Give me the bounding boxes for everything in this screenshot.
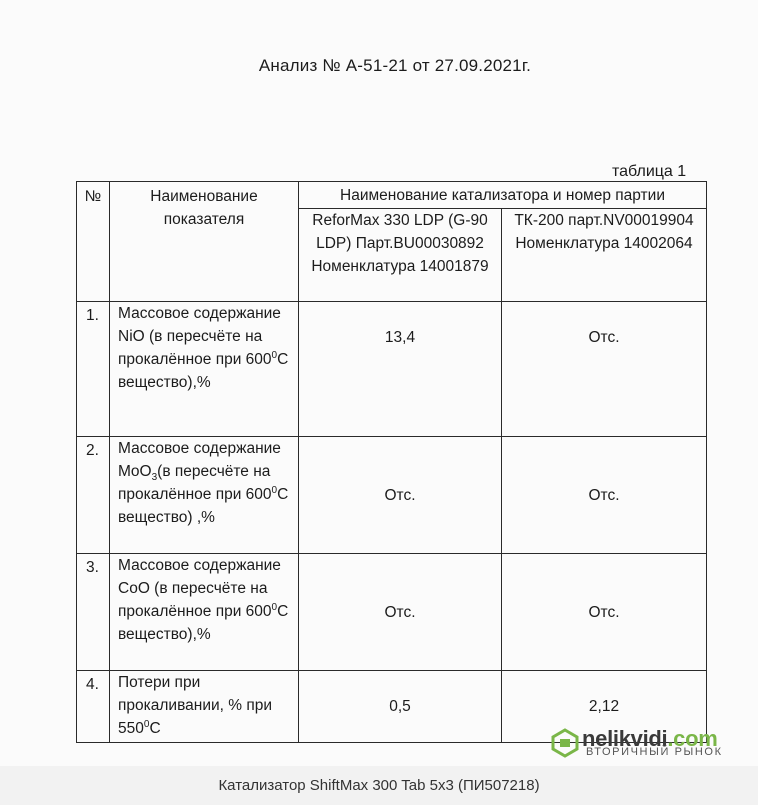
row-number: 2.	[77, 437, 110, 554]
table-row	[77, 437, 707, 554]
row-indicator: Потери при прокаливании, % при $550^0С$	[110, 671, 299, 743]
header-catalyst-group: Наименование катализатора и номер партии	[299, 182, 707, 209]
row-value-a: 13,4	[299, 302, 502, 437]
row-indicator: Массовое содержание CoO (в пересчёте на прокалённое при $600^0С$ вещество),%	[110, 554, 299, 671]
row-number: 3.	[77, 554, 110, 671]
image-caption: Катализатор ShiftMax 300 Tab 5x3 (ПИ507218)	[0, 766, 758, 805]
header-indicator: Наименование показателя	[110, 182, 299, 302]
watermark-tagline: ВТОРИЧНЫЙ РЫНОК	[586, 746, 723, 758]
row-value-b: 2,12	[502, 671, 707, 743]
header-catalyst-a: ReforMax 330 LDP (G-90 LDP) Парт.BU00030892 Номенклатура 14001879	[299, 209, 502, 302]
table-label: таблица 1	[612, 163, 687, 180]
row-number: 4.	[77, 671, 110, 743]
row-value-b: Отс.	[502, 437, 707, 554]
row-value-b: Отс.	[502, 554, 707, 671]
table-row	[77, 554, 707, 671]
row-number: 1.	[77, 302, 110, 437]
row-value-a: Отс.	[299, 554, 502, 671]
analysis-table	[76, 181, 707, 743]
watermark-brand: nelikvidi.com	[582, 726, 718, 751]
row-indicator: Массовое содержание MoO$_3$(в пересчёте на прокалённое при $600^0С$ вещество) ,%	[110, 437, 299, 554]
row-indicator: Массовое содержание NiO (в пересчёте на прокалённое при $600^0С$ вещество),%	[110, 302, 299, 437]
row-value-a: 0,5	[299, 671, 502, 743]
table-row	[77, 302, 707, 437]
row-value-b: Отс.	[502, 302, 707, 437]
row-value-a: Отс.	[299, 437, 502, 554]
recycle-icon	[550, 728, 580, 758]
header-catalyst-b: ТК-200 парт.NV00019904 Номенклатура 14002064	[502, 209, 707, 302]
watermark-logo	[550, 726, 750, 762]
document-title: Анализ № А-51-21 от 27.09.2021г.	[258, 56, 532, 75]
header-num: №	[77, 182, 110, 302]
table-header-row	[77, 182, 707, 209]
